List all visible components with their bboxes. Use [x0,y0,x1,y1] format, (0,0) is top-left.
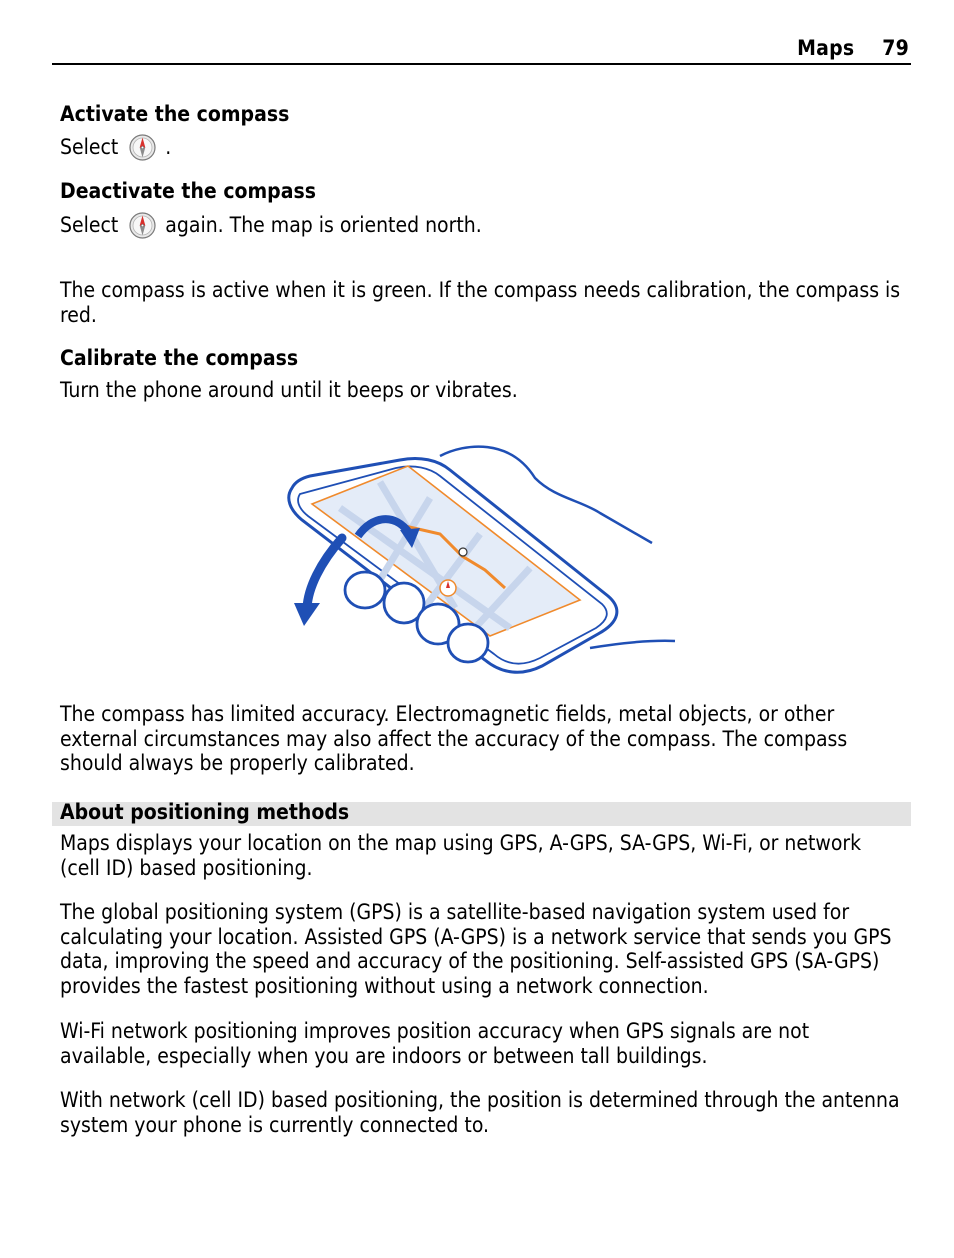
positioning-paragraph-1: Maps displays your location on the map using GPS, A-GPS, SA-GPS, Wi-Fi, or network (cell ID) based positioning. [60,831,862,880]
running-header [797,36,909,60]
section-band [52,802,911,826]
activate-text-after: . [165,135,172,159]
header-section-title: Maps [797,36,855,60]
activate-text-before: Select [60,135,119,159]
positioning-paragraph-3: Wi-Fi network positioning improves position accuracy when GPS signals are not available, especially when you are indoors or between tall buildings. [60,1019,810,1068]
compass-icon [129,134,156,161]
compass-status-paragraph: The compass is active when it is green. If the compass needs calibration, the compass is red. [60,278,901,327]
activate-instruction [60,134,906,161]
location-marker [459,548,467,556]
positioning-paragraph-4: With network (cell ID) based positioning, the position is determined through the antenna system your phone is currently connected to. [60,1088,900,1137]
wrist-outline [590,641,675,648]
page-header [52,36,911,65]
rotation-arrow-large [307,538,342,608]
deactivate-heading: Deactivate the compass [60,179,316,203]
deactivate-text-after: again. The map is oriented north. [165,213,482,237]
page-number: 79 [882,36,909,60]
calibrate-instruction: Turn the phone around until it beeps or vibrates. [60,378,518,402]
compass-icon [129,212,156,239]
positioning-heading: About positioning methods [60,800,350,824]
activate-heading: Activate the compass [60,102,290,126]
deactivate-text-before: Select [60,213,119,237]
accuracy-paragraph: The compass has limited accuracy. Electromagnetic fields, metal objects, or other external circumstances may also affect the accuracy of the compass. The compass should always be properly calibrated. [60,702,848,775]
phone-rotation-illustration [280,438,680,683]
calibrate-heading: Calibrate the compass [60,346,299,370]
deactivate-instruction [60,212,906,239]
positioning-paragraph-2: The global positioning system (GPS) is a satellite-based navigation system used for calculating your location. Assisted GPS (A-GPS) is a network service that sends you GPS data, improving the speed and accuracy of the positioning. Self-assisted GPS (SA-GPS) provides the fastest positioning without using a network connection. [60,900,892,998]
